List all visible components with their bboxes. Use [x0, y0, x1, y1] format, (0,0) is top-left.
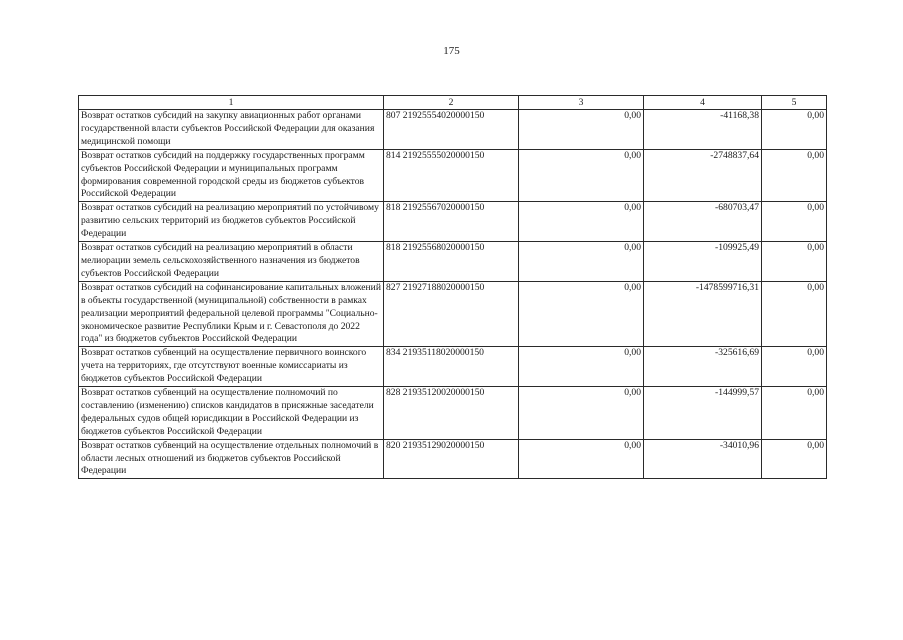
row-value-col3: 0,00: [519, 242, 644, 282]
table-row: [79, 387, 827, 440]
row-value-col3: 0,00: [519, 110, 644, 150]
table-row: [79, 149, 827, 202]
row-code: 828 21935120020000150: [384, 387, 519, 440]
row-value-col4: -144999,57: [644, 387, 762, 440]
column-header-1: 1: [79, 96, 384, 110]
row-value-col4: -1478599716,31: [644, 281, 762, 347]
page-number: 175: [443, 45, 460, 57]
row-value-col4: -680703,47: [644, 202, 762, 242]
row-value-col4: -34010,96: [644, 439, 762, 479]
row-code: 818 21925567020000150: [384, 202, 519, 242]
row-value-col5: 0,00: [762, 439, 827, 479]
row-value-col3: 0,00: [519, 347, 644, 387]
row-value-col4: -109925,49: [644, 242, 762, 282]
row-value-col5: 0,00: [762, 202, 827, 242]
row-description: Возврат остатков субвенций на осуществление отдельных полномочий в области лесных отношений из бюджетов субъектов Российской Федерации: [79, 439, 384, 479]
row-description: Возврат остатков субсидий на софинансирование капитальных вложений в объекты государственной (муниципальной) собственности в рамках реализации мероприятий федеральной целевой программы "Социально-экономическое развитие Республики Крым и г. Севастополя до 2022 года" из бюджетов субъектов Российской Федерации: [79, 281, 384, 347]
row-value-col4: -2748837,64: [644, 149, 762, 202]
row-value-col4: -41168,38: [644, 110, 762, 150]
row-value-col5: 0,00: [762, 347, 827, 387]
table-row: [79, 347, 827, 387]
row-value-col5: 0,00: [762, 387, 827, 440]
column-header-3: 3: [519, 96, 644, 110]
row-value-col3: 0,00: [519, 439, 644, 479]
row-description: Возврат остатков субсидий на реализацию мероприятий по устойчивому развитию сельских территорий из бюджетов субъектов Российской Федерации: [79, 202, 384, 242]
row-value-col5: 0,00: [762, 110, 827, 150]
row-value-col5: 0,00: [762, 242, 827, 282]
row-code: 814 21925555020000150: [384, 149, 519, 202]
row-value-col5: 0,00: [762, 281, 827, 347]
table-row: [79, 110, 827, 150]
row-value-col3: 0,00: [519, 149, 644, 202]
row-value-col3: 0,00: [519, 281, 644, 347]
column-header-2: 2: [384, 96, 519, 110]
row-code: 834 21935118020000150: [384, 347, 519, 387]
column-header-4: 4: [644, 96, 762, 110]
row-description: Возврат остатков субсидий на закупку авиационных работ органами государственной власти субъектов Российской Федерации для оказания медицинской помощи: [79, 110, 384, 150]
row-description: Возврат остатков субсидий на поддержку государственных программ субъектов Российской Федерации и муниципальных программ формирования современной городской среды из бюджетов субъектов Российской Федерации: [79, 149, 384, 202]
row-description: Возврат остатков субвенций на осуществление полномочий по составлению (изменению) списков кандидатов в присяжные заседатели федеральных судов общей юрисдикции в Российской Федерации из бюджетов субъектов Российской Федерации: [79, 387, 384, 440]
table-row: [79, 439, 827, 479]
table-row: [79, 202, 827, 242]
row-code: 807 21925554020000150: [384, 110, 519, 150]
header-row: [79, 96, 827, 110]
table-row: [79, 281, 827, 347]
table-row: [79, 242, 827, 282]
table-header: [79, 96, 827, 110]
row-value-col3: 0,00: [519, 387, 644, 440]
row-code: 827 21927188020000150: [384, 281, 519, 347]
row-code: 818 21925568020000150: [384, 242, 519, 282]
row-value-col3: 0,00: [519, 202, 644, 242]
row-value-col5: 0,00: [762, 149, 827, 202]
row-description: Возврат остатков субсидий на реализацию мероприятий в области мелиорации земель сельскохозяйственного назначения из бюджетов субъектов Российской Федерации: [79, 242, 384, 282]
row-value-col4: -325616,69: [644, 347, 762, 387]
table-body: [79, 110, 827, 479]
data-table: [78, 95, 827, 479]
row-description: Возврат остатков субвенций на осуществление первичного воинского учета на территориях, где отсутствуют военные комиссариаты из бюджетов субъектов Российской Федерации: [79, 347, 384, 387]
row-code: 820 21935129020000150: [384, 439, 519, 479]
column-header-5: 5: [762, 96, 827, 110]
